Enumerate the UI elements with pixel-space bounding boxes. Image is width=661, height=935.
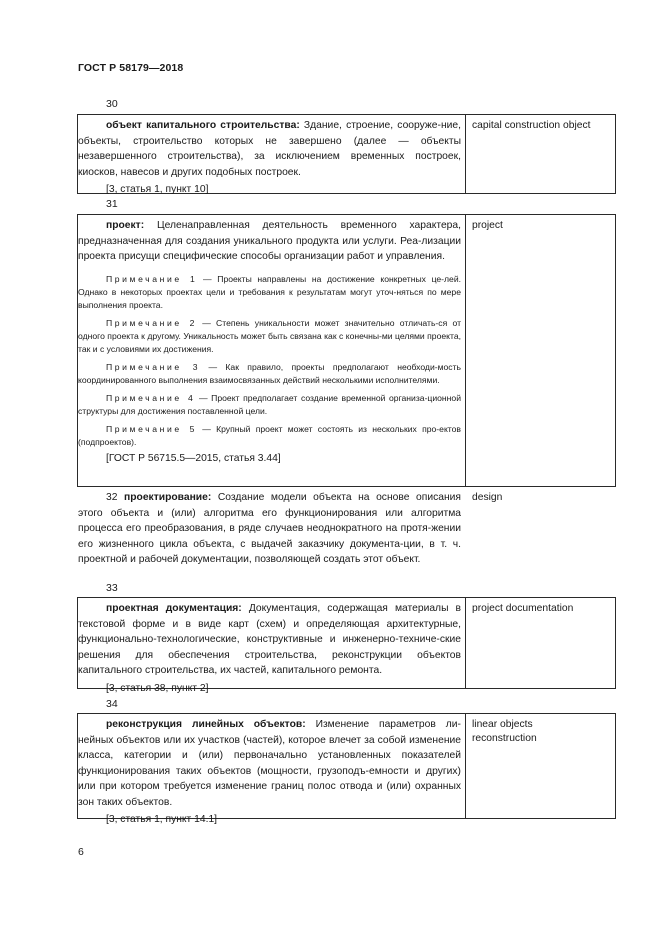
note-1: Примечание 1 — Проекты направлены на достижение конкретных це-лей. Однако в некоторых проектах цели и требования к результатам могут уточ-няться по мере выполнения проекта. xyxy=(78,273,462,310)
source-reference: [ГОСТ Р 56715.5—2015, статья 3.44] xyxy=(106,452,281,464)
english-term: design xyxy=(472,492,503,503)
term: реконструкция линейных объектов: xyxy=(106,719,306,730)
term: проект: xyxy=(106,220,145,231)
entry-32-content xyxy=(78,490,461,568)
document-header: ГОСТ Р 58179—2018 xyxy=(78,62,184,74)
source-reference: [3, статья 1, пункт 10] xyxy=(106,184,209,195)
term: проектирование: xyxy=(124,492,212,503)
entry-number: 33 xyxy=(106,582,118,594)
note-2: Примечание 2 — Степень уникальности может значительно отличать-ся от одного проекта к другому. Уникальность может быть связана как с конечны-ми целями проекта, так и с условиями их достижения. xyxy=(78,317,462,354)
column-divider xyxy=(465,597,466,689)
page-number: 6 xyxy=(78,846,84,858)
note-5: Примечание 5 — Крупный проект может состоять из нескольких про-ектов (подпроектов). xyxy=(78,423,461,447)
entry-number: 31 xyxy=(106,198,118,210)
english-term xyxy=(472,718,622,746)
note-4: Примечание 4 — Проект предполагает создание временной организа-ционной структуры для достижения поставленной цели. xyxy=(78,392,462,416)
definition: Изменение параметров ли-нейных объектов или их участков (частей), которое влечет за собой изменение класса, категории и (или) первоначально установленных показателей функционирования таких объектов (мощности, грузоподъ-емности и других) или при котором требуется изменение границ полос отвода и (или) охранных зон таких объектов. xyxy=(78,719,461,808)
note-3: Примечание 3 — Как правило, проекты предполагают необходи-мость координированного выполнения взаимосвязанных действий несколькими исполнителями. xyxy=(78,361,462,385)
entry-number: 34 xyxy=(106,698,118,710)
english-term: project xyxy=(472,220,503,231)
source-reference: [3, статья 38, пункт 2] xyxy=(106,682,209,694)
term: объект капитального строительства: xyxy=(106,120,300,131)
entry-number: 30 xyxy=(106,98,118,110)
column-divider xyxy=(465,713,466,819)
entry-number: 32 xyxy=(106,492,118,503)
definition: Целенаправленная деятельность временного характера, предназначенная для создания уникального продукта или услуги. Реа-лизации проекта присущи специфические способы организации работ и управления. xyxy=(78,220,461,262)
english-term: project documentation xyxy=(472,603,574,614)
entry-33-content xyxy=(78,601,461,696)
english-term-line-2: reconstruction xyxy=(472,733,537,744)
english-term-line-1: linear objects xyxy=(472,719,533,730)
entry-30-content xyxy=(78,118,461,197)
term: проектная документация: xyxy=(106,603,242,614)
definition: Здание, строение, сооруже-ние, объекты, строительство которых не завершено (далее — объекты незавершенного строительства), за исключением временных построек, киосков, навесов и других подобных построек. xyxy=(78,120,461,178)
entry-31-content xyxy=(78,218,461,466)
definition: Создание модели объекта на основе описания этого объекта и (или) алгоритма его функционирования или алгоритма процесса его преобразования, в ряде случаев неоднократного на протя-жении его жизненного цикла объекта, с выдачей заказчику документа-ции, в т. ч. проектной и рабочей документации, позволяющей создать этот объект. xyxy=(78,492,461,565)
column-divider xyxy=(465,114,466,194)
column-divider xyxy=(465,214,466,487)
definition: Документация, содержащая материалы в текстовой форме и в виде карт (схем) и определяющая архитектурные, функционально-технологические, конструктивные и инженерно-техниче-ские решения для обеспечения строительства, реконструкции объектов капитального строительства, их частей, капитального ремонта. xyxy=(78,603,461,676)
source-reference: [3, статья 1, пункт 14.1] xyxy=(106,814,218,825)
english-term: capital construction object xyxy=(472,120,591,131)
entry-34-content xyxy=(78,717,461,827)
